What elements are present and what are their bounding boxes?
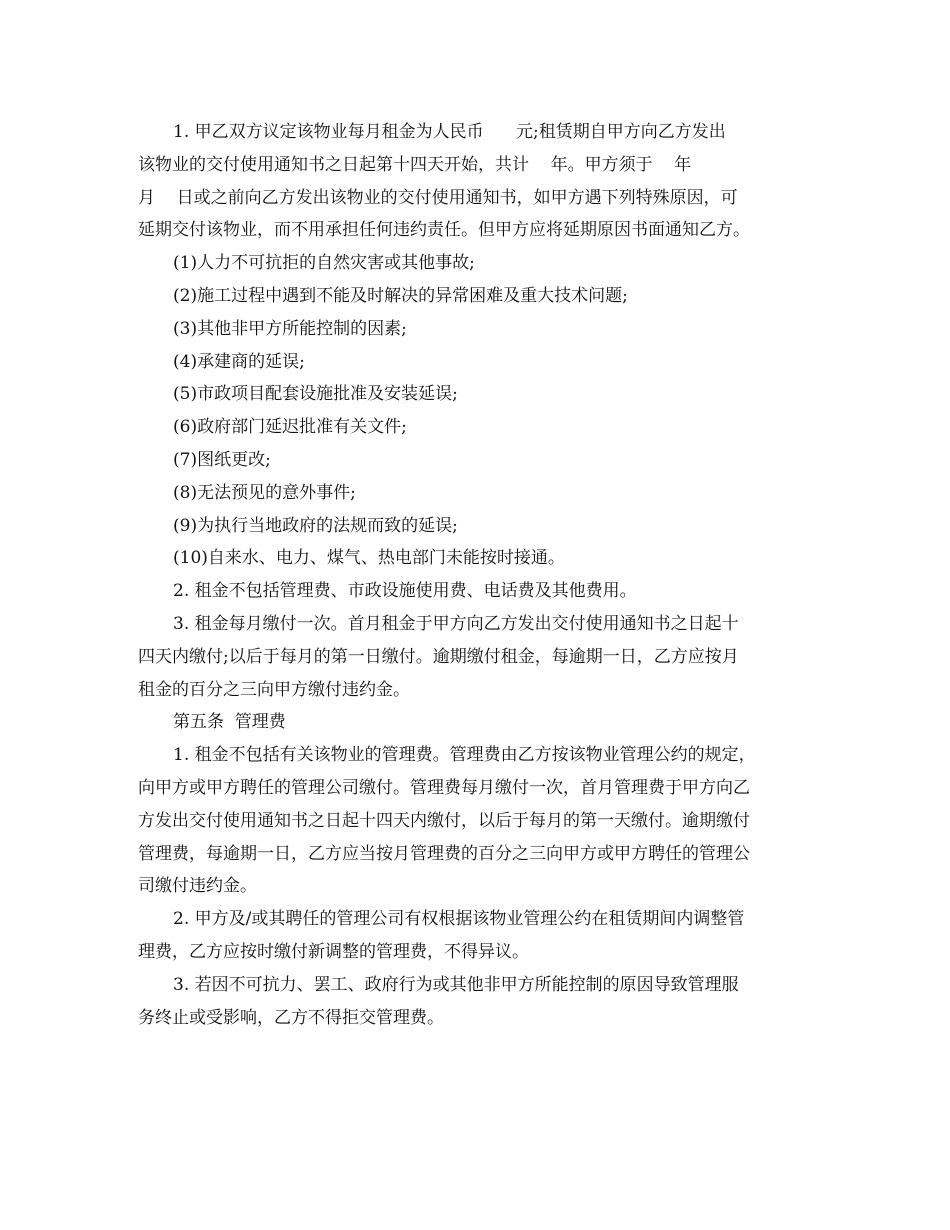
document-line: 1. 甲乙双方议定该物业每月租金为人民币 元;租赁期自甲方向乙方发出 (173, 122, 726, 142)
document-line: 理费，乙方应按时缴付新调整的管理费，不得异议。 (138, 941, 529, 962)
document-line: (7)图纸更改; (173, 449, 271, 470)
document-line: 延期交付该物业，而不用承担任何违约责任。但甲方应将延期原因书面通知乙方。 (138, 220, 750, 241)
document-line: (2)施工过程中遇到不能及时解决的异常困难及重大技术问题; (173, 285, 628, 306)
document-line: (5)市政项目配套设施批准及安装延误; (173, 384, 458, 405)
document-line: (8)无法预见的意外事件; (173, 482, 356, 503)
document-line: 2. 租金不包括管理费、市政设施使用费、电话费及其他费用。 (173, 581, 637, 602)
document-line: (4)承建商的延误; (173, 351, 305, 372)
document-line: (3)其他非甲方所能控制的因素; (173, 318, 407, 339)
document-line: (9)为执行当地政府的法规而致的延误; (173, 515, 458, 536)
document-body (138, 116, 818, 1034)
document-line: 3. 若因不可抗力、罢工、政府行为或其他非甲方所能控制的原因导致管理服 (173, 974, 739, 995)
document-line: (6)政府部门延迟批准有关文件; (173, 417, 407, 438)
document-line: (10)自来水、电力、煤气、热电部门未能按时接通。 (173, 548, 565, 569)
document-line: 该物业的交付使用通知书之日起第十四天开始，共计 年。甲方须于 年 (138, 154, 692, 175)
document-line: 司缴付违约金。 (138, 876, 257, 897)
document-line: 租金的百分之三向甲方缴付违约金。 (138, 679, 410, 700)
document-line: 管理费，每逾期一日，乙方应当按月管理费的百分之三向甲方或甲方聘任的管理公 (138, 843, 750, 864)
document-line: 月 日或之前向乙方发出该物业的交付使用通知书，如甲方遇下列特殊原因，可 (138, 187, 738, 208)
document-line: 四天内缴付;以后于每月的第一日缴付。逾期缴付租金，每逾期一日，乙方应按月 (138, 646, 739, 667)
document-line: 1. 租金不包括有关该物业的管理费。管理费由乙方按该物业管理公约的规定， (173, 745, 756, 766)
document-line: 务终止或受影响，乙方不得拒交管理费。 (138, 1007, 444, 1028)
document-line: 2. 甲方及/或其聘任的管理公司有权根据该物业管理公约在租赁期间内调整管 (173, 909, 745, 930)
document-line: 第五条 管理费 (173, 712, 286, 733)
document-line: 3. 租金每月缴付一次。首月租金于甲方向乙方发出交付使用通知书之日起十 (173, 613, 739, 634)
document-line: (1)人力不可抗拒的自然灾害或其他事故; (173, 253, 475, 274)
document-line: 方发出交付使用通知书之日起十四天内缴付，以后于每月的第一天缴付。逾期缴付 (138, 810, 750, 831)
document-line: 向甲方或甲方聘任的管理公司缴付。管理费每月缴付一次，首月管理费于甲方向乙 (138, 777, 750, 798)
